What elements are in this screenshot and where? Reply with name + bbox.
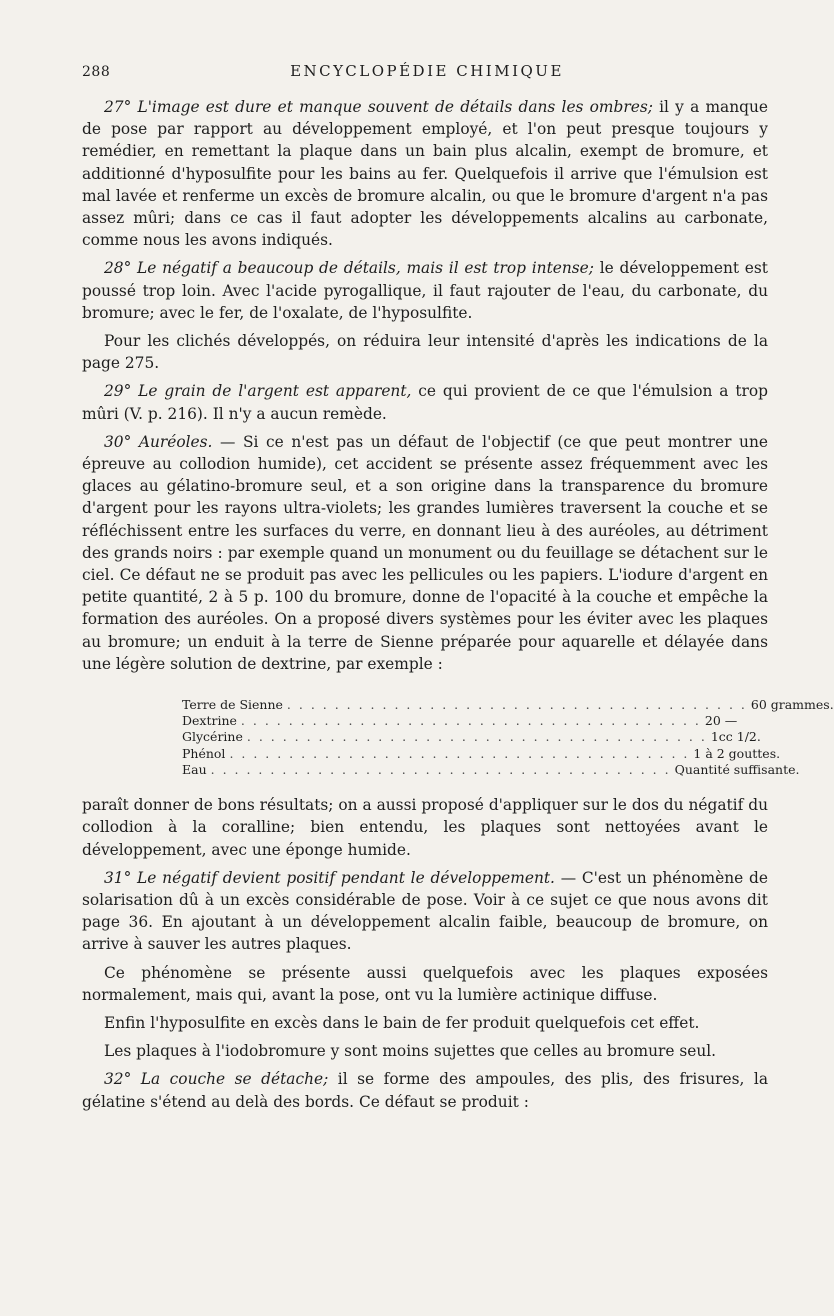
recipe-quantity: 1 à 2 gouttes.: [693, 745, 781, 761]
recipe-row: [182, 761, 800, 778]
recipe-ingredient: Terre de Sienne: [182, 697, 283, 713]
paragraph-text: Les plaques à l'iodobromure y sont moins sujettes que celles au bromure seul.: [104, 1042, 717, 1061]
recipe-quantity: Quantité suffisante.: [674, 761, 800, 777]
paragraph-lead: 28° Le négatif a beaucoup de détails, mais il est trop intense;: [104, 259, 594, 278]
recipe-ingredient: Dextrine: [182, 713, 237, 729]
recipe-row: [182, 697, 834, 713]
leader-dots: . . . . . . . . . . . . . . . . . . . . . . . . . . . . . . . . . . . . . . .: [229, 745, 690, 761]
leader-dots: . . . . . . . . . . . . . . . . . . . . . . . . . . . . . . . . . . . . . . .: [286, 697, 747, 713]
running-title: ENCYCLOPÉDIE CHIMIQUE: [290, 62, 564, 80]
recipe-table: [182, 697, 834, 778]
paragraph-lead: 31° Le négatif devient positif pendant le développement.: [104, 868, 555, 887]
paragraph-lead: 29° Le grain de l'argent est apparent,: [104, 382, 412, 401]
paragraph-text: il y a manque de pose par rapport au développement employé, et l'on peut presque toujours y remédier, en remettant la plaque dans un bain plus alcalin, exempt de bromure, et additionné d'hyposulfite pour les bains au fer. Quelquefois il arrive que l'émulsion est mal lavée et renferme un excès de bromure alcalin, ou que le bromure d'argent n'a pas assez mûri; dans ce cas il faut adopter les développements alcalins au carbonate, comme nous les avons indiqués.: [82, 98, 769, 250]
paragraph-text: le développement est poussé trop loin. Avec l'acide pyrogallique, il faut rajouter de l'eau, du carbonate, du bromure; avec le fer, de l'oxalate, de l'hyposulfite.: [82, 259, 768, 322]
paragraph-text: — Si ce n'est pas un défaut de l'objectif (ce que peut montrer une épreuve au collodion humide), cet accident se présente assez fréquemment avec les glaces au gélatino-bromure seul, et a son origine dans la transparence du bromure d'argent pour les rayons ultra-violets; les grandes lumières traversent la couche et se réfléchissent entre les surfaces du verre, en donnant lieu à des auréoles, au détriment des grands noirs : par exemple quand un monument ou du feuillage se détachent sur le ciel. Ce défaut ne se produit pas avec les pellicules ou les papiers. L'iodure d'argent en petite quantité, 2 à 5 p. 100 du bromure, donne de l'opacité à la couche et empêche la formation des auréoles. On a proposé divers systèmes pour les éviter avec les plaques au bromure; un enduit à la terre de Sienne préparée pour aquarelle et délayée dans une légère solution de dextrine, par exemple :: [82, 432, 768, 673]
recipe-ingredient: Phénol: [182, 745, 226, 761]
recipe-quantity: 20 —: [704, 713, 738, 729]
paragraph-29: [82, 380, 768, 424]
recipe-quantity: 1cc 1/2.: [710, 729, 761, 745]
page-header: [82, 62, 772, 86]
paragraph-text: Enfin l'hyposulfite en excès dans le bain de fer produit quelquefois cet effet.: [104, 1013, 700, 1032]
paragraph-32: [82, 1068, 768, 1112]
paragraph-solarisation: [82, 962, 768, 1006]
page-number: 288: [82, 64, 111, 80]
recipe-row: [182, 729, 761, 745]
paragraph-after-recipe: [82, 794, 768, 861]
paragraph-lead: 30° Auréoles.: [104, 432, 213, 451]
leader-dots: . . . . . . . . . . . . . . . . . . . . . . . . . . . . . . . . . . . . . . .: [210, 761, 671, 777]
paragraph-text: — C'est un phénomène de solarisation dû à un excès considérable de pose. Voir à ce sujet ce que nous avons dit page 36. En ajoutant à un développement alcalin faible, beaucoup de bromure, on arrive à sauver les autres plaques.: [82, 868, 769, 954]
paragraph-27: [82, 96, 768, 251]
paragraph-clichés: [82, 330, 768, 374]
paragraph-lead: 27° L'image est dure et manque souvent de détails dans les ombres;: [104, 98, 653, 116]
recipe-row: [182, 713, 738, 729]
paragraph-28: [82, 257, 768, 324]
recipe-row: [182, 745, 781, 762]
paragraph-text: ce qui provient de ce que l'émulsion a trop mûri (V. p. 216). Il n'y a aucun remède.: [82, 382, 768, 423]
paragraph-text: paraît donner de bons résultats; on a aussi proposé d'appliquer sur le dos du négatif du collodion à la coralline; bien entendu, les plaques sont nettoyées avant le développement, avec une éponge humide.: [82, 796, 768, 859]
recipe-quantity: 60 grammes.: [750, 697, 834, 713]
paragraph-hyposulfite: [82, 1012, 768, 1034]
leader-dots: . . . . . . . . . . . . . . . . . . . . . . . . . . . . . . . . . . . . . . .: [240, 713, 701, 729]
recipe-ingredient: Eau: [182, 761, 207, 777]
paragraph-lead: 32° La couche se détache;: [104, 1070, 329, 1089]
paragraph-iodobromure: [82, 1040, 768, 1062]
paragraph-text: Ce phénomène se présente aussi quelquefois avec les plaques exposées normalement, mais qui, avant la pose, ont vu la lumière actinique diffuse.: [82, 963, 768, 1004]
paragraph-text: Pour les clichés développés, on réduira leur intensité d'après les indications de la page 275.: [82, 332, 768, 373]
paragraph-31: [82, 867, 768, 956]
recipe-ingredient: Glycérine: [182, 729, 243, 745]
body-text: [82, 96, 834, 1119]
leader-dots: . . . . . . . . . . . . . . . . . . . . . . . . . . . . . . . . . . . . . . .: [246, 729, 707, 745]
paragraph-30: [82, 431, 768, 675]
paragraph-text: il se forme des ampoules, des plis, des frisures, la gélatine s'étend au delà des bords. Ce défaut se produit :: [82, 1070, 768, 1111]
